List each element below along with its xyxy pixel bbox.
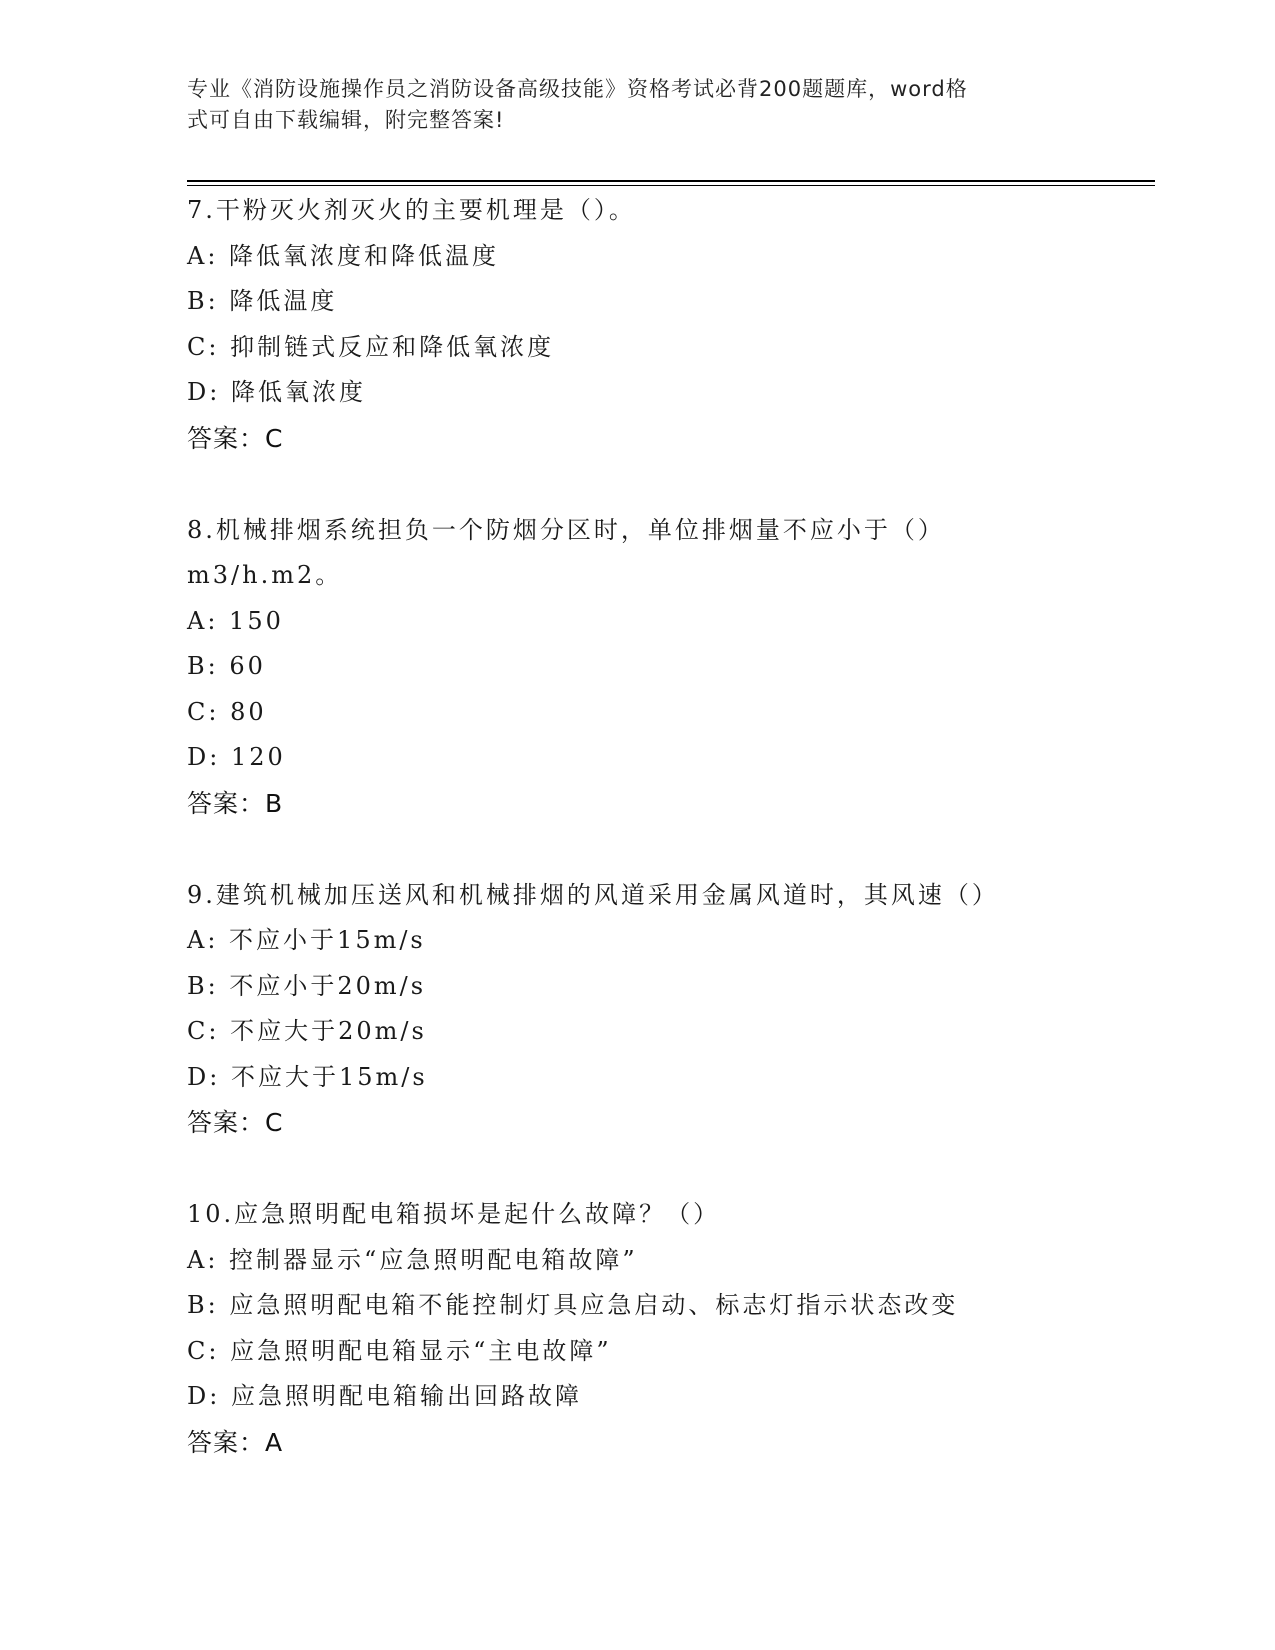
option-d: D: 不应大于15m/s — [187, 1062, 428, 1091]
option-a: A: 不应小于15m/s — [187, 926, 426, 954]
option-a: A: 150 — [187, 606, 284, 635]
option-c: C: 80 — [187, 697, 267, 726]
question-10 — [187, 1192, 1155, 1466]
option-d: D: 应急照明配电箱输出回路故障 — [187, 1382, 582, 1410]
header-divider-thick — [187, 180, 1155, 182]
header-line-1: 专业《消防设施操作员之消防设备高级技能》资格考试必背200题题库，word格 — [187, 77, 968, 101]
option-c: C: 抑制链式反应和降低氧浓度 — [187, 332, 555, 361]
header-line-2: 式可自由下载编辑，附完整答案! — [187, 108, 505, 132]
option-b: B: 降低温度 — [187, 287, 338, 315]
option-b: B: 60 — [187, 652, 266, 680]
answer-label: 答案：B — [187, 788, 284, 818]
question-stem: 10.应急照明配电箱损坏是起什么故障？（） — [187, 1200, 721, 1228]
option-a: A: 控制器显示“应急照明配电箱故障” — [187, 1245, 638, 1274]
question-stem: 8.机械排烟系统担负一个防烟分区时，单位排烟量不应小于（） — [187, 515, 945, 544]
question-stem-continued: m3/h.m2。 — [187, 561, 343, 589]
question-9 — [187, 873, 1155, 1147]
document-header — [187, 74, 1087, 136]
question-8 — [187, 508, 1155, 827]
question-stem: 9.建筑机械加压送风和机械排烟的风道采用金属风道时，其风速（） — [187, 880, 999, 909]
option-d: D: 120 — [187, 743, 286, 771]
option-d: D: 降低氧浓度 — [187, 378, 366, 406]
option-a: A: 降低氧浓度和降低温度 — [187, 241, 500, 270]
option-b: B: 不应小于20m/s — [187, 971, 427, 1000]
option-b: B: 应急照明配电箱不能控制灯具应急启动、标志灯指示状态改变 — [187, 1291, 959, 1319]
answer-label: 答案：C — [187, 423, 284, 453]
header-divider-thin — [187, 185, 1155, 186]
option-c: C: 应急照明配电箱显示“主电故障” — [187, 1336, 612, 1365]
question-7 — [187, 188, 1155, 462]
question-list — [187, 188, 1155, 1512]
option-c: C: 不应大于20m/s — [187, 1017, 427, 1045]
answer-label: 答案：A — [187, 1427, 284, 1457]
answer-label: 答案：C — [187, 1108, 284, 1137]
question-stem: 7.干粉灭火剂灭火的主要机理是（）。 — [187, 196, 636, 224]
